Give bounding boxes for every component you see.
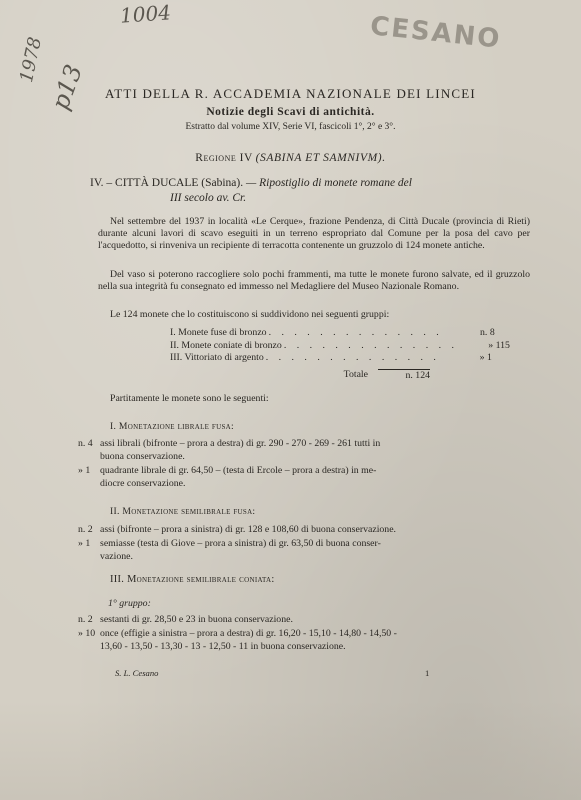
paper-shade — [0, 700, 581, 800]
item-text: semiasse (testa di Giove – prora a sinistra) di gr. 63,50 di buona conser- — [100, 538, 381, 549]
intro-line — [98, 393, 530, 405]
group-row: II. Monete coniate di bronzo . . . . . . . . . . . . . . » 115 — [170, 339, 510, 351]
handwritten-name: CESANO — [368, 11, 503, 55]
total-row — [170, 369, 430, 383]
group-row: III. Vittoriato di argento . . . . . . . . . . . . . . » 1 — [170, 352, 492, 364]
item-text: sestanti di gr. 28,50 e 23 in buona conservazione. — [100, 614, 293, 625]
item-lead: n. 2 — [78, 614, 93, 625]
handwritten-number: 1004 — [119, 0, 172, 28]
page-number: 1 — [425, 668, 430, 678]
item-lead: » 10 — [78, 628, 96, 639]
group-value: » 115 — [488, 339, 510, 351]
section-heading — [110, 574, 275, 585]
section-title: III. Monetazione semilibrale coniata: — [110, 574, 275, 585]
paragraph-3 — [98, 309, 530, 321]
journal-subtitle: Notizie degli Scavi di antichità. — [206, 106, 375, 118]
footer-author: S. L. Cesano — [115, 668, 159, 678]
paragraph-1 — [98, 216, 530, 253]
list-item — [78, 628, 533, 653]
item-text: quadrante librale di gr. 64,50 – (testa di Ercole – prora a destra) in me- — [100, 465, 377, 476]
heading-title-2: III secolo av. Cr. — [170, 192, 247, 204]
journal-title: ATTI DELLA R. ACCADEMIA NAZIONALE DEI LINCEI — [105, 86, 476, 101]
list-item — [78, 465, 533, 490]
region-heading — [0, 152, 581, 164]
group-label: II. Monete coniate di bronzo — [170, 339, 282, 351]
item-text: once (effigie a sinistra – prora a destra) di gr. 16,20 - 15,10 - 14,80 - 14,50 - — [100, 628, 397, 639]
heading-place: – CITTÀ DUCALE — [106, 177, 199, 189]
paragraph-1-text: Nel settembre del 1937 in località «Le Cerque», frazione Pendenza, di Città Ducale (provincia di Rieti) durante alcuni lavori di scavo eseguiti in un terreno espropriato dal Comune per la posa del cavo per l'acquedotto, si rinveniva un recipiente di terracotta contenente un gruzzolo di 124 monete antiche. — [98, 216, 530, 252]
group-row: I. Monete fuse di bronzo . . . . . . . . . . . . . . n. 8 — [170, 327, 495, 338]
item-cont: diocre conservazione. — [100, 477, 186, 489]
item-lead: » 1 — [78, 538, 91, 549]
region-label: Regione IV — [195, 152, 253, 164]
heading-number: IV. — [90, 177, 104, 189]
region-name: (SABINA ET SAMNIVM). — [255, 152, 386, 164]
list-item — [78, 538, 533, 563]
paragraph-2 — [98, 269, 530, 293]
total-value: n. 124 — [378, 369, 430, 383]
group-label: III. Vittoriato di argento — [170, 352, 264, 364]
item-cont: vazione. — [100, 550, 133, 562]
intro-text: Partitamente le monete sono le seguenti: — [110, 393, 269, 404]
group-label: I. Monete fuse di bronzo — [170, 327, 267, 338]
item-cont: 13,60 - 13,50 - 13,30 - 13 - 12,50 - 11 in buona conservazione. — [100, 640, 346, 652]
handwritten-year: 1978 — [16, 35, 47, 85]
section-heading — [110, 421, 234, 432]
paragraph-2-text: Del vaso si poterono raccogliere solo pochi frammenti, ma tutte le monete furono salvate, ed il gruzzolo nella sua integrità fu consegnato ed immesso nel Medagliere del Museo Nazionale Romano. — [98, 269, 530, 293]
section-title: I. Monetazione librale fusa: — [110, 421, 234, 432]
handwritten-note: p13 — [46, 60, 89, 114]
section-title: II. Monetazione semilibrale fusa: — [110, 506, 256, 517]
subgroup-label: 1° gruppo: — [108, 598, 151, 609]
heading-province: (Sabina). — [201, 177, 244, 189]
item-lead: n. 4 — [78, 438, 93, 449]
heading-title-1: — Ripostiglio di monete romane del — [246, 177, 412, 189]
group-value: » 1 — [479, 352, 492, 364]
list-item — [78, 614, 533, 627]
group-value: n. 8 — [480, 327, 495, 338]
list-item — [78, 524, 533, 537]
item-lead: n. 2 — [78, 524, 93, 535]
paragraph-3-text: Le 124 monete che lo costituiscono si suddividono nei seguenti gruppi: — [110, 309, 390, 320]
section-heading — [110, 506, 255, 517]
extract-note: Estratto dal volume XIV, Serie VI, fascicoli 1°, 2° e 3°. — [185, 122, 396, 132]
coin-groups-table — [170, 327, 510, 382]
item-text: assi (bifronte – prora a sinistra) di gr. 128 e 108,60 di buona conservazione. — [100, 524, 397, 535]
item-text: assi librali (bifronte – prora a destra) di gr. 290 - 270 - 269 - 261 tutti in — [100, 438, 381, 449]
list-item — [78, 438, 533, 463]
item-cont: buona conservazione. — [100, 450, 185, 462]
item-lead: » 1 — [78, 465, 91, 476]
article-heading — [90, 176, 530, 206]
total-label: Totale — [343, 368, 368, 380]
